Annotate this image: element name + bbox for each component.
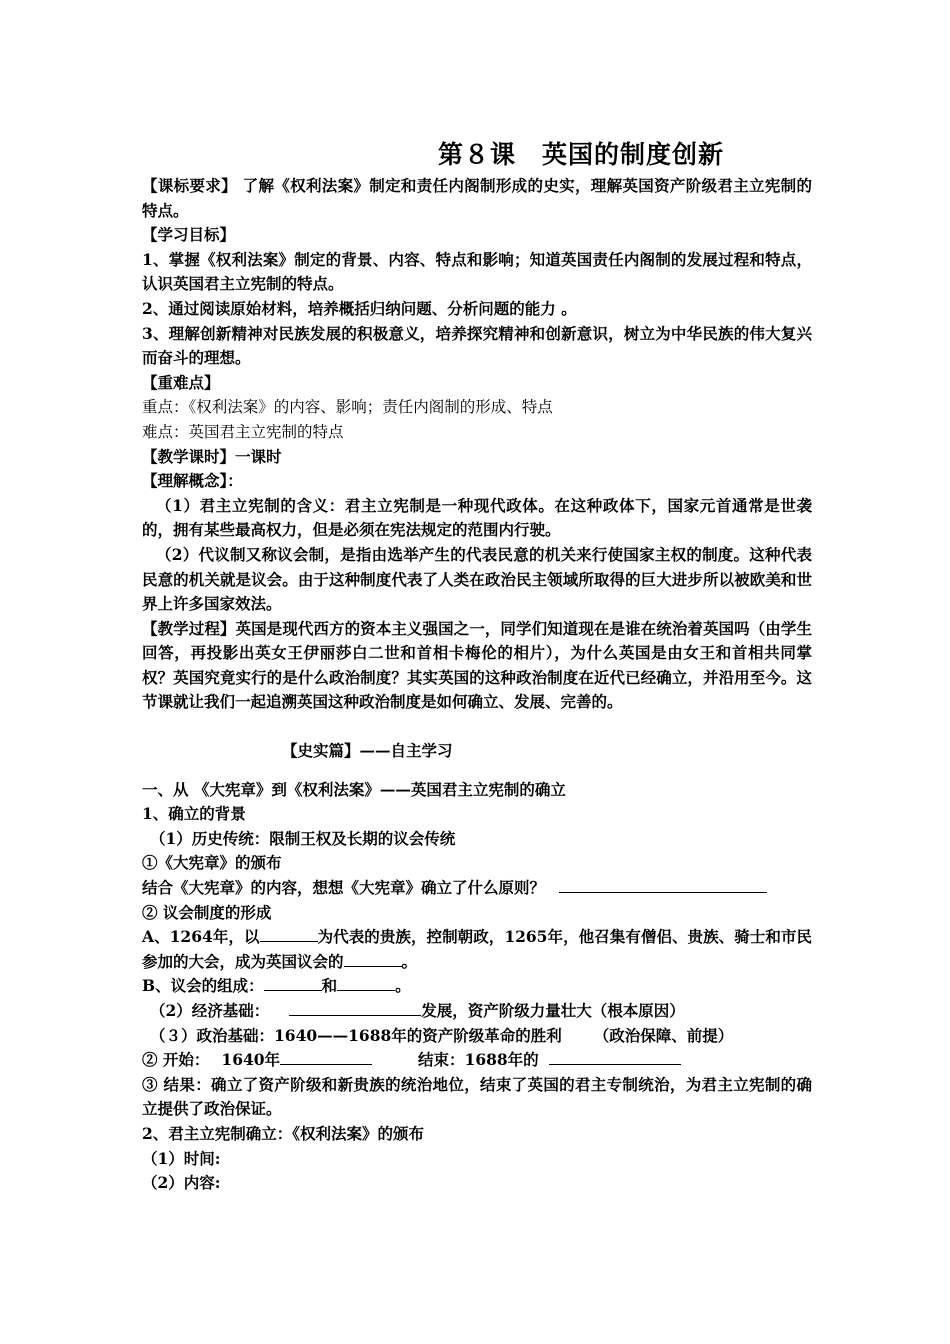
time-item: （1）时间: <box>142 1148 221 1168</box>
curriculum-requirement <box>142 174 812 223</box>
answer-blank[interactable] <box>264 974 322 991</box>
start-end <box>142 1048 812 1073</box>
item-a-text: 为代表的贵族，控制朝政，1265年，他召集有僧侣、贵族、骑士和市民参加的大会，成为英国议会的 <box>142 927 812 971</box>
concept-item: （1）君主立宪制的含义：君主立宪制是一种现代政体。在这种政体下，国家元首通常是世袭的，拥有某些最高权力，但是必须在宪法规定的范围内行驶。 <box>142 495 812 540</box>
answer-blank[interactable] <box>337 974 395 991</box>
start-text: 1640年 <box>221 1050 281 1070</box>
answer-blank[interactable] <box>559 876 767 893</box>
item-b-text: 和 <box>321 976 338 996</box>
teaching-process <box>142 617 812 715</box>
question-text: 结合《大宪章》的内容，想想《大宪章》确立了什么原则？ <box>142 878 546 898</box>
concept-item: （2）代议制又称议会制，是指由选举产生的代表民意的机关来行使国家主权的制度。这种代表民意的机关就是议会。由于这种制度代表了人类在政治民主领域所取得的巨大进步所以被欧美和世界上许多国家效法。 <box>142 544 812 614</box>
item-b-text: 。 <box>395 976 411 996</box>
answer-blank[interactable] <box>344 950 402 967</box>
item-b-text: B、议会的组成： <box>142 976 264 996</box>
answer-blank[interactable] <box>260 925 318 942</box>
section-heading: 【史实篇】——自主学习 <box>282 741 453 761</box>
result-text: ③ 结果：确立了资产阶级和新贵族的统治地位，结束了英国的君主专制统治，为君主立宪制的确立提供了政治保证。 <box>142 1074 812 1119</box>
item-a-text: 。 <box>401 951 418 971</box>
curriculum-text: 了解《权利法案》制定和责任内阁制形成的史实，理解英国资产阶级君主立宪制的特点。 <box>142 176 812 220</box>
hours-head: 【教学课时】 <box>142 446 236 466</box>
item-b <box>142 974 812 999</box>
key-points-head: 【重难点】 <box>142 372 220 392</box>
key-point: 重点：《权利法案》的内容、影响；责任内阁制的形成、特点 <box>142 398 553 417</box>
politics-text: （政治保障、前提） <box>593 1025 734 1045</box>
economic-basis <box>142 999 812 1024</box>
politics-text: （３）政治基础：1640——1688年的资产阶级革命的胜利 <box>150 1025 562 1045</box>
answer-blank[interactable] <box>549 1048 681 1065</box>
teaching-hours <box>142 445 812 470</box>
document-body <box>142 174 812 1196</box>
content-item: （2）内容: <box>142 1173 221 1193</box>
economy-text: （2）经济基础： <box>150 1001 270 1020</box>
start-text: ② 开始： <box>142 1050 210 1070</box>
hours-text: 一课时 <box>235 446 282 466</box>
magna-carta-question <box>142 876 812 901</box>
goal-item: 3、理解创新精神对民族发展的积极意义，培养探究精神和创新意识，树立为中华民族的伟大复兴而奋斗的理想。 <box>142 323 812 368</box>
item-a <box>142 925 812 974</box>
process-text: 英国是现代西方的资本主义强国之一，同学们知道现在是谁在统治着英国吗（由学生回答，再投影出英女王伊丽莎白二世和首相卡梅伦的相片），为什么英国是由女王和首相共同掌权？英国究竟实行的是什么政治制度？其实英国的这种政治制度在近代已经确立，并沿用至今。这节课就让我们一起追溯英国这种政治制度是如何确立、发展、完善的。 <box>142 618 812 712</box>
end-text: 结束：1688年的 <box>418 1050 539 1070</box>
political-basis <box>142 1024 812 1049</box>
economy-text: 发展，资产阶级力量壮大（根本原因） <box>421 1001 685 1020</box>
parliament-formation: ② 议会制度的形成 <box>142 902 272 922</box>
item-a-text: A、1264年，以 <box>142 927 260 947</box>
page-title: 第８课 英国的制度创新 <box>438 140 725 169</box>
part1-heading: 一、从 《大宪章》到《权利法案》——英国君主立宪制的确立 <box>142 779 566 799</box>
curriculum-head: 【课标要求】 <box>142 176 237 195</box>
background-heading: 1、确立的背景 <box>142 804 246 824</box>
process-head: 【教学过程】 <box>142 618 236 638</box>
difficult-point: 难点：英国君主立宪制的特点 <box>142 422 344 441</box>
historical-tradition: （1）历史传统：限制王权及长期的议会传统 <box>150 828 456 848</box>
answer-blank[interactable] <box>289 999 421 1016</box>
answer-blank[interactable] <box>280 1048 372 1065</box>
magna-carta-item: ①《大宪章》的颁布 <box>142 853 282 873</box>
bill-of-rights-heading: 2、君主立宪制确立：《权利法案》的颁布 <box>142 1123 425 1143</box>
goal-item: 2、通过阅读原始材料，培养概括归纳问题、分析问题的能力 。 <box>142 298 577 318</box>
goals-head: 【学习目标】 <box>142 225 236 245</box>
goal-item: 1、掌握《权利法案》制定的背景、内容、特点和影响；知道英国责任内阁制的发展过程和特点，认识英国君主立宪制的特点。 <box>142 249 812 294</box>
concepts-head: 【理解概念】： <box>142 471 243 491</box>
